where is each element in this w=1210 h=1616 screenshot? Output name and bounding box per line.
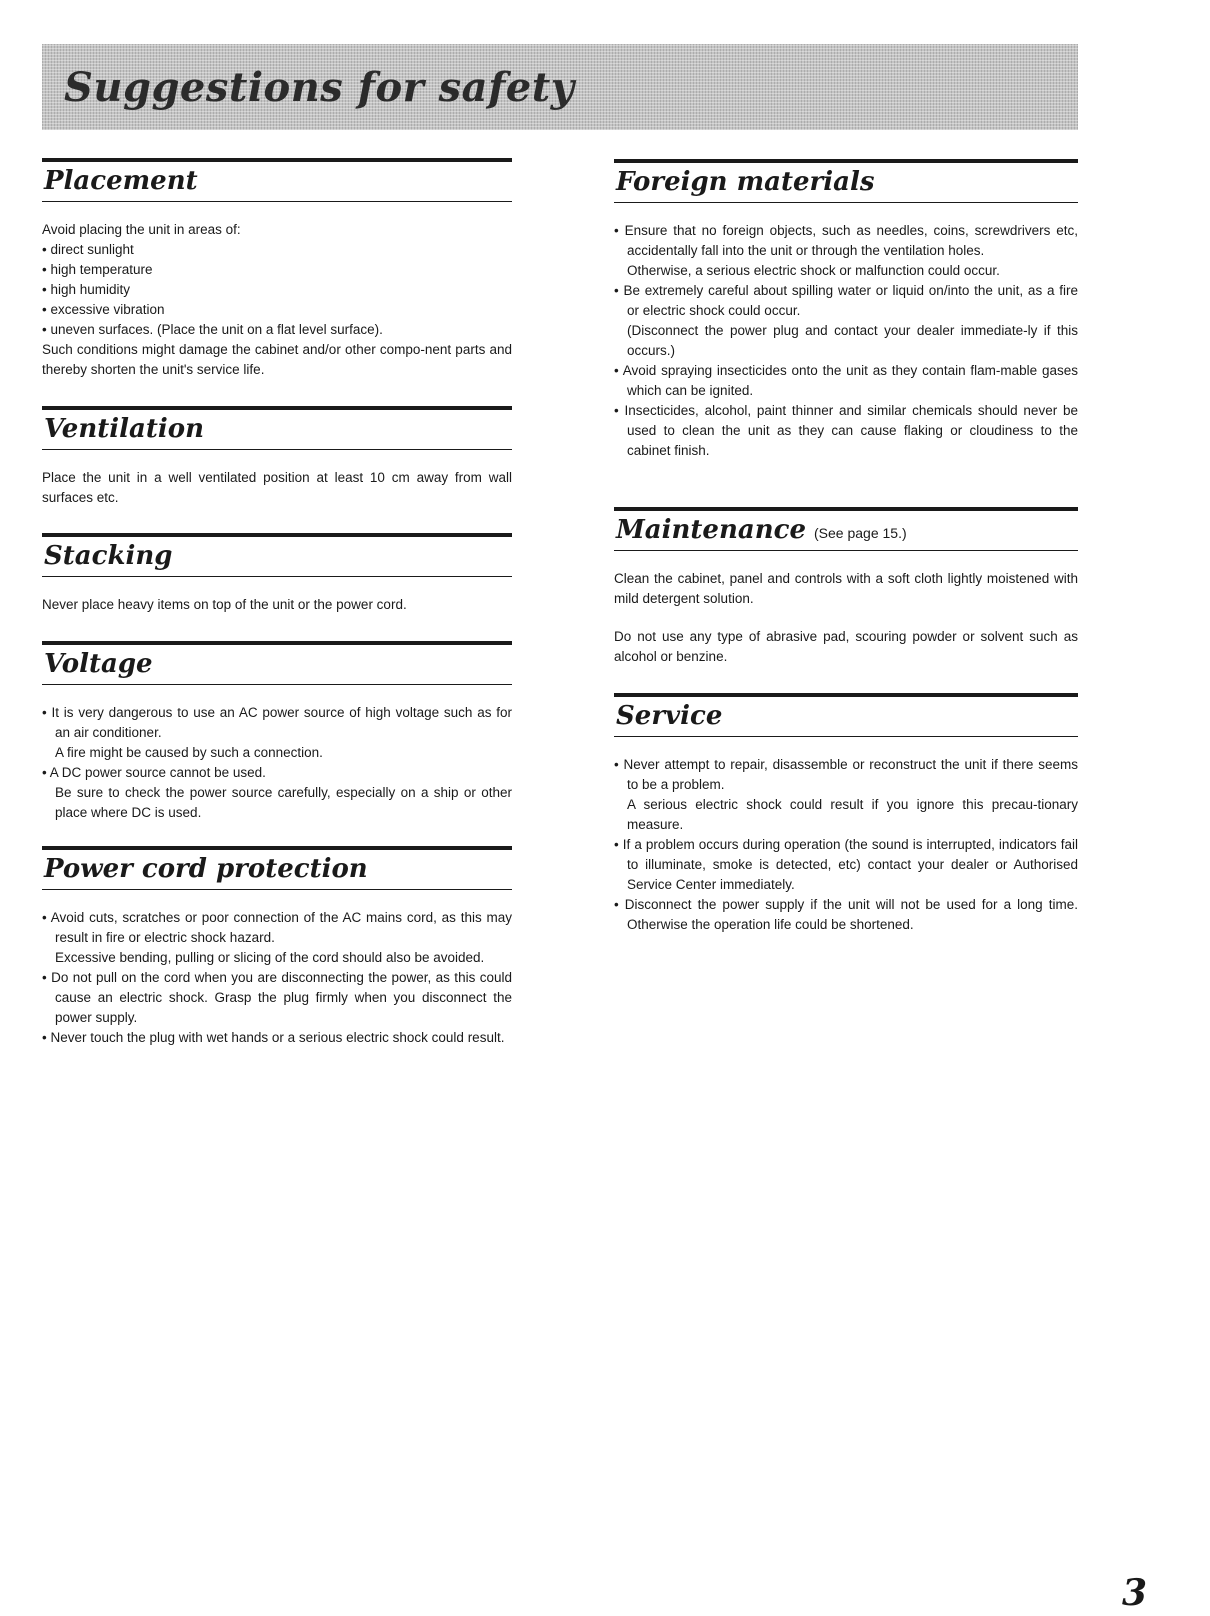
power-cord-item-1-note: Excessive bending, pulling or slicing of the cord should also be avoided. bbox=[55, 950, 485, 965]
section-voltage bbox=[42, 641, 512, 823]
stacking-text: Never place heavy items on top of the unit or the power cord. bbox=[42, 597, 407, 612]
page-title: Suggestions for safety bbox=[64, 64, 575, 111]
section-heading bbox=[42, 533, 512, 577]
list-item: • excessive vibration bbox=[42, 302, 165, 317]
foreign-item-1: • Ensure that no foreign objects, such as needles, coins, screwdrivers etc, accidentally fall into the unit or through the ventilation holes. bbox=[614, 223, 1078, 258]
maintenance-text-2: Do not use any type of abrasive pad, scouring powder or solvent such as alcohol or benzine. bbox=[614, 629, 1078, 664]
title-banner bbox=[42, 44, 1078, 130]
section-heading bbox=[614, 693, 1078, 737]
voltage-item-1-note: A fire might be caused by such a connection. bbox=[55, 745, 323, 760]
heading-placement: Placement bbox=[44, 166, 198, 196]
foreign-item-2: • Be extremely careful about spilling water or liquid on/into the unit, as a fire or electric shock could occur. bbox=[614, 283, 1078, 318]
maintenance-text-1: Clean the cabinet, panel and controls with a soft cloth lightly moistened with mild detergent solution. bbox=[614, 571, 1078, 606]
list-item: • Avoid spraying insecticides onto the unit as they contain flam-mable gases which can be ignited. bbox=[614, 363, 1078, 398]
heading-power-cord: Power cord protection bbox=[44, 854, 368, 884]
list-item: • Never touch the plug with wet hands or a serious electric shock could result. bbox=[42, 1030, 505, 1045]
voltage-item-2-note: Be sure to check the power source carefully, especially on a ship or other place where DC is used. bbox=[55, 785, 512, 820]
list-item: • If a problem occurs during operation (the sound is interrupted, indicators fail to illuminate, smoke is detected, etc) contact your dealer or Authorised Service Center immediately. bbox=[614, 837, 1078, 892]
power-cord-item-1: • Avoid cuts, scratches or poor connection of the AC mains cord, as this may result in fire or electric shock hazard. bbox=[42, 910, 512, 945]
ventilation-text: Place the unit in a well ventilated position at least 10 cm away from wall surfaces etc. bbox=[42, 470, 512, 505]
section-foreign-materials bbox=[614, 159, 1078, 461]
section-ventilation bbox=[42, 406, 512, 508]
section-heading bbox=[614, 507, 1078, 551]
section-power-cord bbox=[42, 846, 512, 1048]
list-item: • uneven surfaces. (Place the unit on a flat level surface). bbox=[42, 322, 383, 337]
list-item: • Insecticides, alcohol, paint thinner and similar chemicals should never be used to clean the unit as they can cause flaking or cloudiness to the cabinet finish. bbox=[614, 403, 1078, 458]
list-item bbox=[614, 281, 1078, 361]
heading-stacking: Stacking bbox=[44, 541, 173, 571]
service-item-1: • Never attempt to repair, disassemble or reconstruct the unit if there seems to be a problem. bbox=[614, 757, 1078, 792]
section-maintenance bbox=[614, 507, 1078, 667]
list-item bbox=[42, 703, 512, 763]
section-heading bbox=[42, 406, 512, 450]
section-heading bbox=[42, 158, 512, 202]
section-service bbox=[614, 693, 1078, 935]
list-item: • high temperature bbox=[42, 262, 153, 277]
foreign-item-2-note: (Disconnect the power plug and contact your dealer immediate-ly if this occurs.) bbox=[627, 323, 1078, 358]
heading-service: Service bbox=[616, 701, 723, 731]
heading-voltage: Voltage bbox=[44, 649, 153, 679]
list-item bbox=[614, 755, 1078, 835]
list-item: • high humidity bbox=[42, 282, 131, 297]
list-item bbox=[42, 763, 512, 823]
section-placement bbox=[42, 158, 512, 380]
page-number: 3 bbox=[1122, 1572, 1148, 1614]
service-item-1-note: A serious electric shock could result if you ignore this precau-tionary measure. bbox=[627, 797, 1078, 832]
section-heading bbox=[42, 641, 512, 685]
section-heading bbox=[42, 846, 512, 890]
list-item: • direct sunlight bbox=[42, 242, 134, 257]
placement-intro: Avoid placing the unit in areas of: bbox=[42, 222, 241, 237]
section-stacking bbox=[42, 533, 512, 615]
list-item bbox=[42, 908, 512, 968]
section-heading bbox=[614, 159, 1078, 203]
heading-maintenance: Maintenance bbox=[616, 515, 806, 545]
heading-ventilation: Ventilation bbox=[44, 414, 204, 444]
foreign-item-1-note: Otherwise, a serious electric shock or malfunction could occur. bbox=[627, 263, 1000, 278]
placement-outro: Such conditions might damage the cabinet and/or other compo-nent parts and thereby shorten the unit's service life. bbox=[42, 342, 512, 377]
list-item: • Do not pull on the cord when you are disconnecting the power, as this could cause an electric shock. Grasp the plug firmly when you disconnect the power supply. bbox=[42, 970, 512, 1025]
voltage-item-2: • A DC power source cannot be used. bbox=[42, 765, 266, 780]
heading-foreign-materials: Foreign materials bbox=[616, 167, 875, 197]
list-item bbox=[614, 221, 1078, 281]
maintenance-page-ref: (See page 15.) bbox=[814, 525, 907, 541]
list-item: • Disconnect the power supply if the unit will not be used for a long time. Otherwise the operation life could be shortened. bbox=[614, 897, 1078, 932]
voltage-item-1: • It is very dangerous to use an AC power source of high voltage such as for an air conditioner. bbox=[42, 705, 512, 740]
